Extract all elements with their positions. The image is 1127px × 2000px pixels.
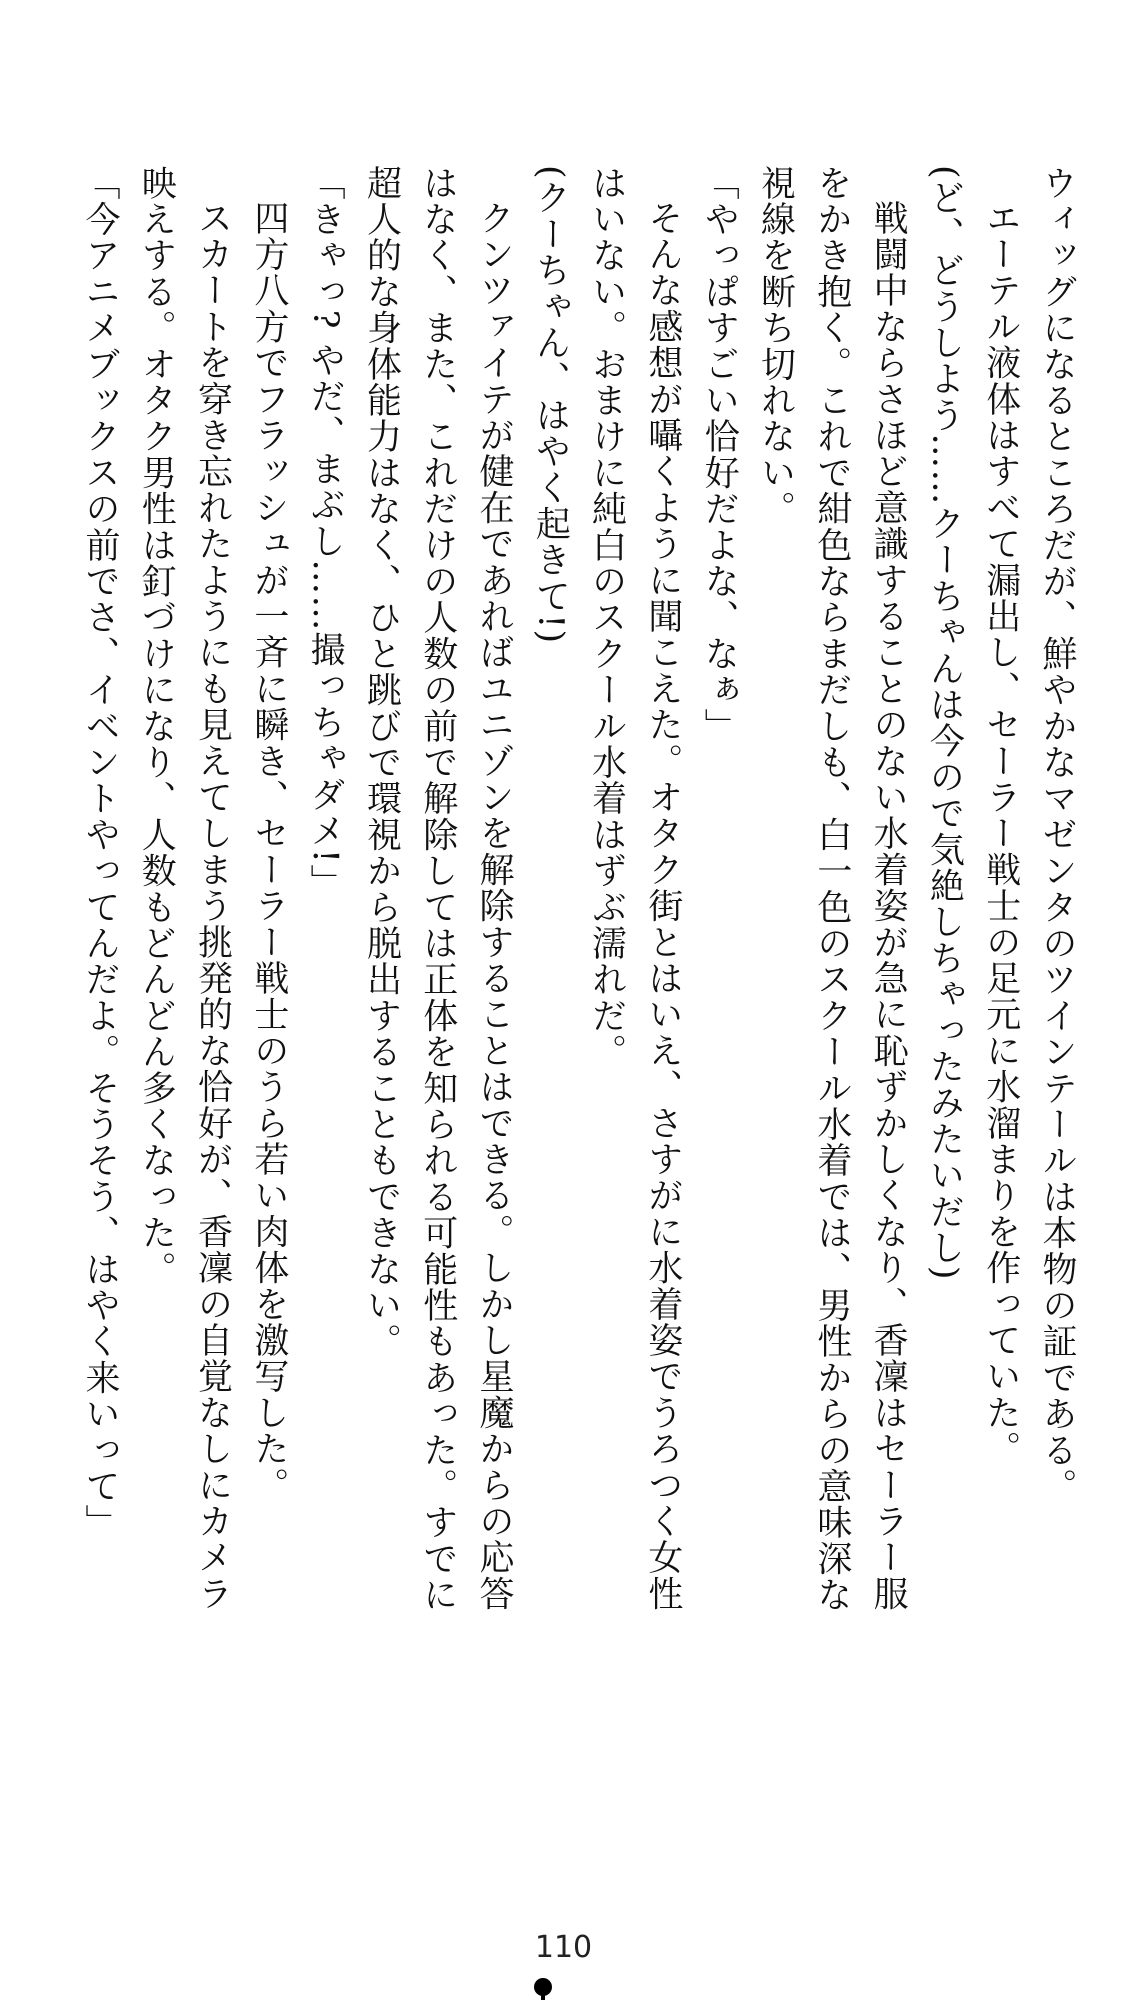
page-number: 110: [534, 1930, 593, 1965]
text-line: クンツァイテが健在であればユニゾンを解除することはできる。しかし星魔からの応答: [474, 200, 515, 1612]
text-line: エーテル液体はすべて漏出し、セーラー戦士の足元に水溜まりを作っていた。: [980, 200, 1021, 1467]
text-line: 戦闘中ならさほど意識することのない水着姿が急に恥ずかしくなり、香凜はセーラー服: [868, 200, 909, 1612]
text-line: 視線を断ち切れない。: [755, 165, 796, 527]
text-line: (クーちゃん、はやく起きて!): [530, 165, 571, 645]
text-line: 四方八方でフラッシュが一斉に瞬き、セーラー戦士のうら若い肉体を激写した。: [248, 200, 289, 1504]
text-line: はなく、また、これだけの人数の前で解除しては正体を知られる可能性もあった。すでに: [417, 165, 458, 1613]
text-line: ウィッグになるところだが、鮮やかなマゼンタのツインテールは本物の証である。: [1037, 165, 1077, 1505]
text-line: 超人的な身体能力はなく、ひと跳びで環視から脱出することもできない。: [361, 165, 402, 1360]
text-line: スカートを穿き忘れたようにも見えてしまう挑発的な恰好が、香凜の自覚なしにカメラ: [192, 200, 233, 1612]
text-line: をかき抱く。これで紺色ならまだしも、白一色のスクール水着では、男性からの意味深な: [811, 165, 852, 1613]
text-line: 「きゃっ? やだ、まぶし……撮っちゃダメ!」: [305, 165, 346, 901]
text-line: 「今アニメブックスの前でさ、イベントやってんだよ。そうそう、はやく来いって」: [79, 165, 120, 1541]
text-line: 「やっぱすごい恰好だよな、なぁ」: [699, 165, 740, 745]
text-line: はいない。おまけに純白のスクール水着はずぶ濡れだ。: [586, 165, 627, 1070]
text-line: (ど、どうしよう……クーちゃんは今ので気絶しちゃったみたいだし): [924, 165, 965, 1281]
novel-text-block: [79, 165, 1085, 1645]
text-line: 映えする。オタク男性は釘づけになり、人数もどんどん多くなった。: [136, 165, 177, 1288]
text-line: そんな感想が囁くように聞こえた。オタク街とはいえ、さすがに水着姿でうろつく女性: [642, 200, 683, 1612]
page-dot-stem: [541, 1990, 545, 2000]
